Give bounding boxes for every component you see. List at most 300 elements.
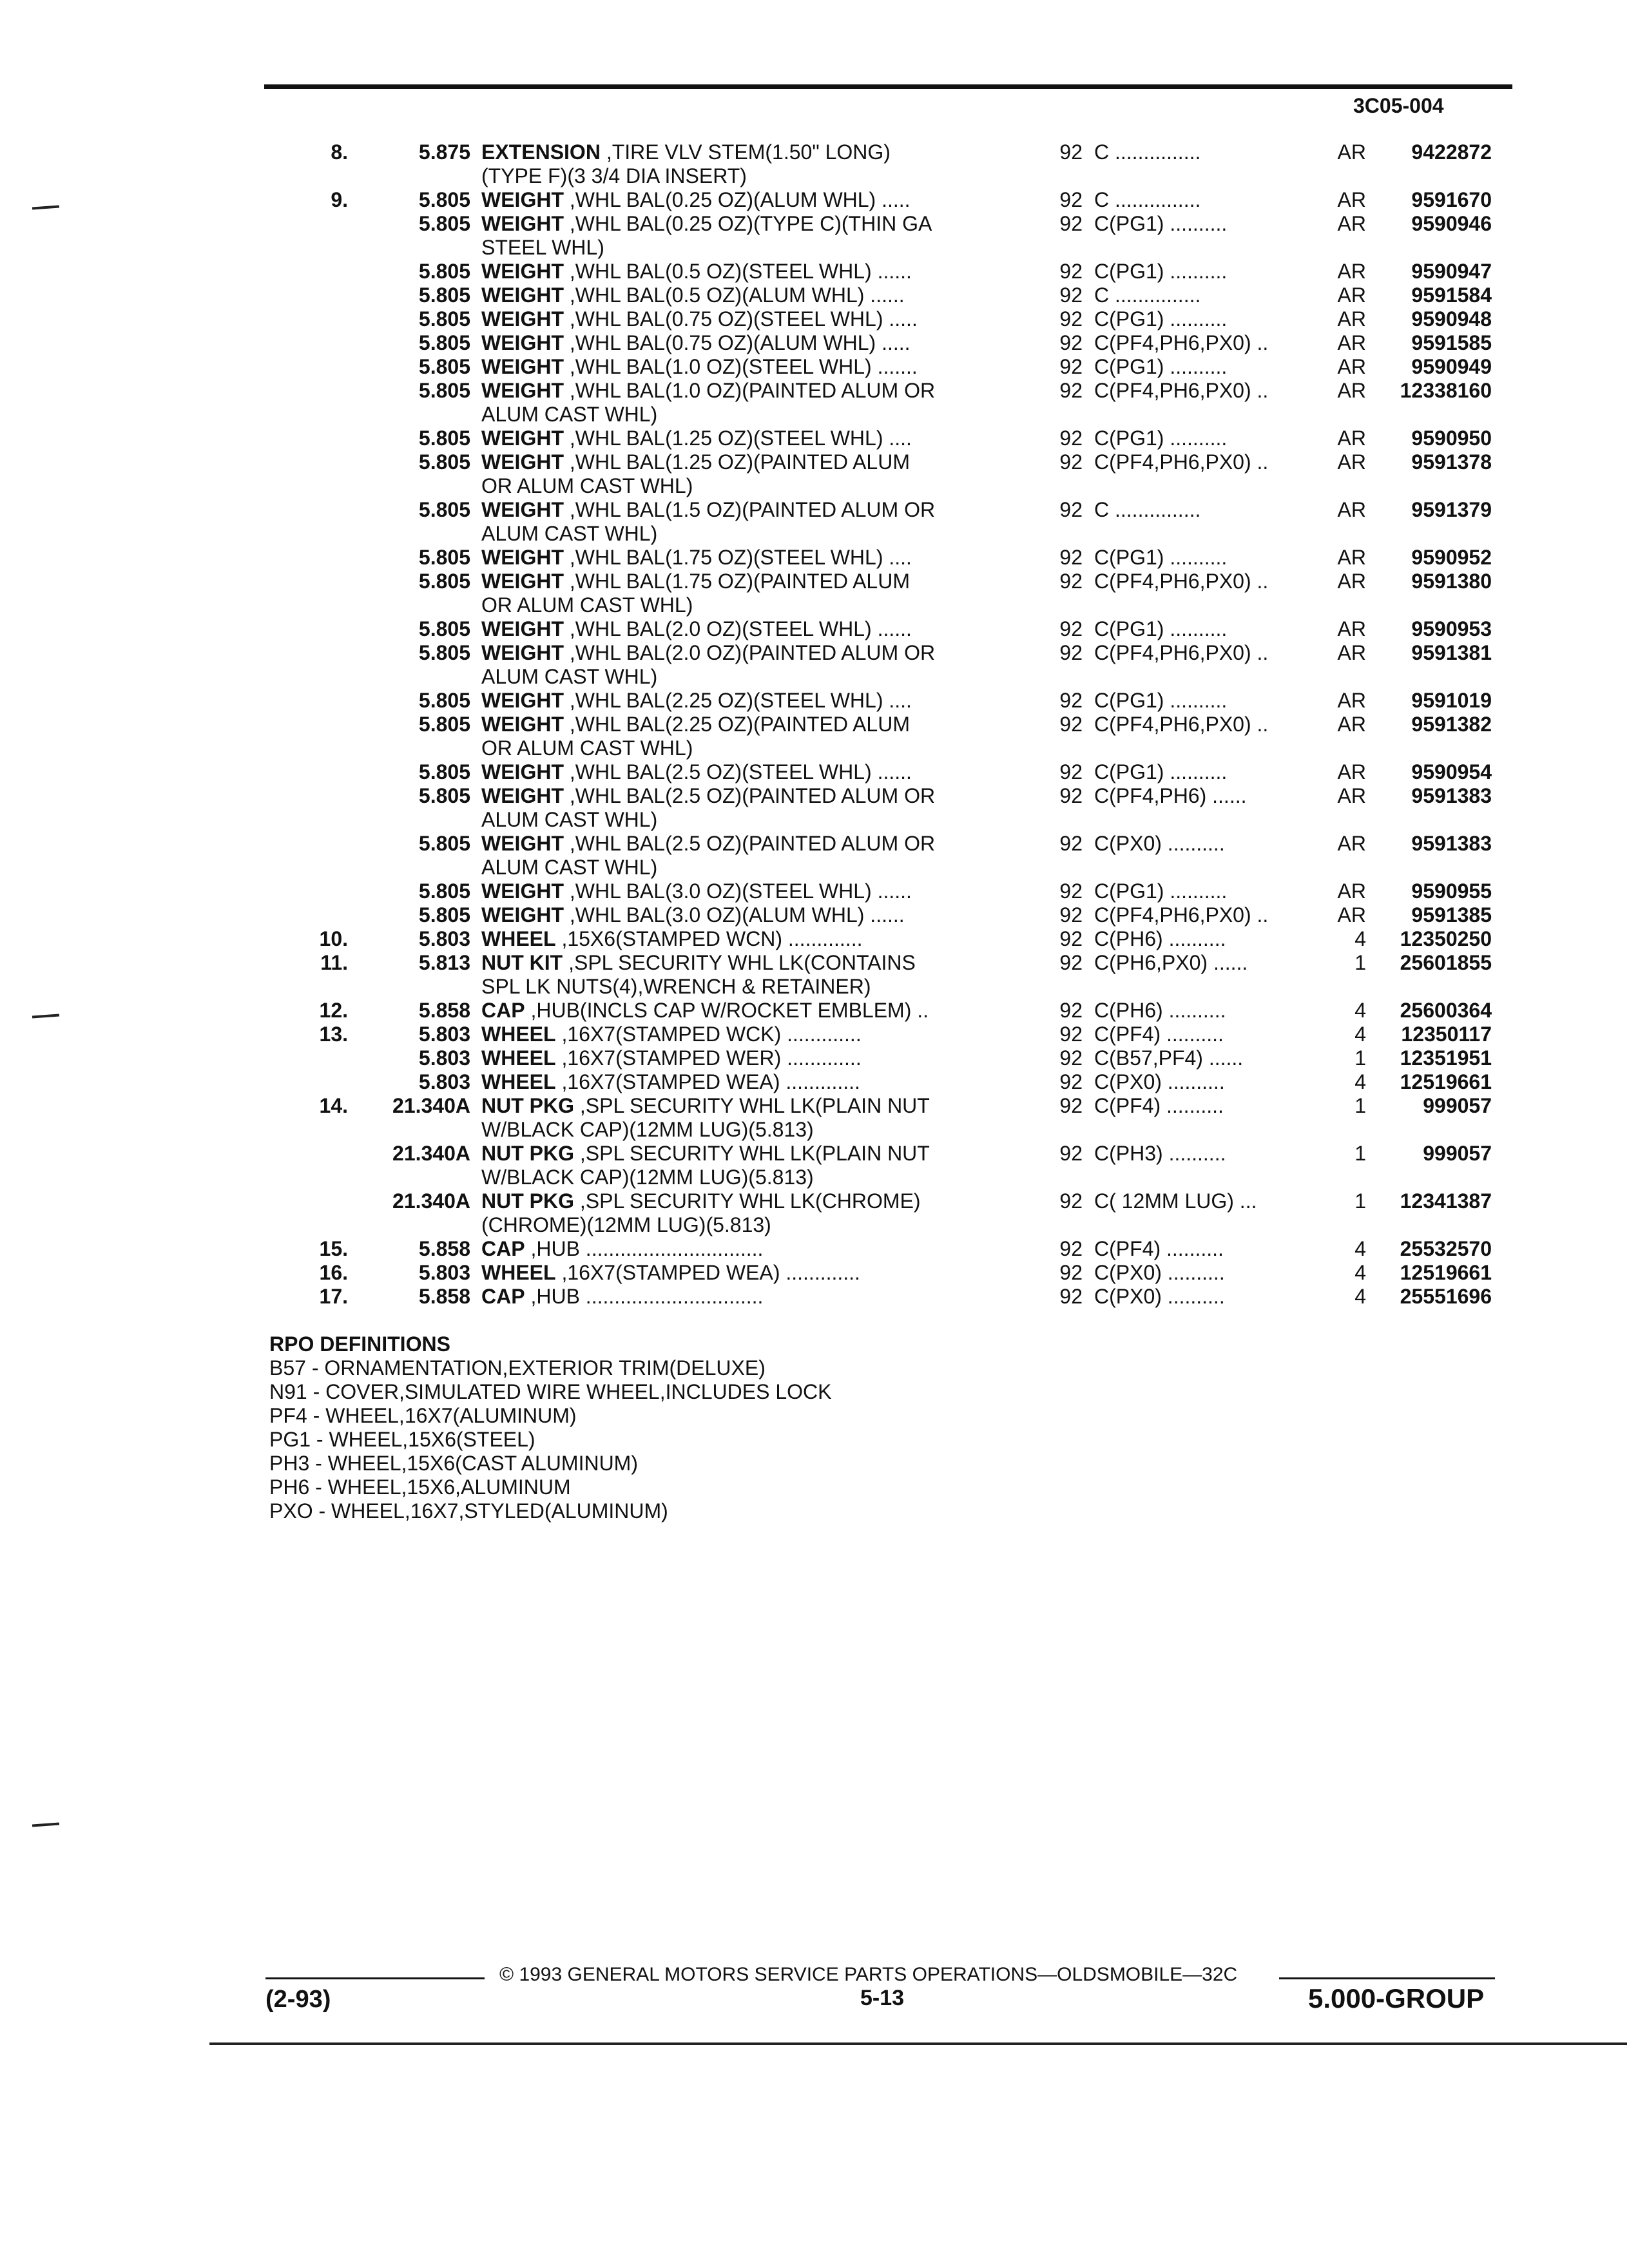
row-figure-ref: 5.805 <box>418 188 470 211</box>
rpo-heading: RPO DEFINITIONS <box>269 1332 450 1356</box>
row-part-name: WEIGHT <box>481 427 564 450</box>
row-description <box>481 498 997 522</box>
row-figure-ref: 5.805 <box>418 760 470 783</box>
row-usage: C(PX0) .......... <box>1094 1285 1225 1308</box>
table-row <box>0 260 1629 284</box>
row-year: 92 <box>1059 498 1083 521</box>
row-usage: C(PF4) .......... <box>1094 1023 1224 1046</box>
row-usage: C(PG1) .......... <box>1094 760 1228 783</box>
table-row <box>0 903 1629 927</box>
row-figure-ref: 5.813 <box>418 951 470 974</box>
row-quantity: AR <box>1337 307 1366 331</box>
row-part-name: WEIGHT <box>481 689 564 712</box>
table-row <box>0 307 1629 331</box>
row-item-number: 10. <box>319 927 348 950</box>
row-figure-ref: 5.805 <box>418 570 470 593</box>
row-part-detail: ,WHL BAL(2.5 OZ)(PAINTED ALUM OR <box>563 832 936 855</box>
table-row <box>0 784 1629 808</box>
row-item-number: 14. <box>319 1094 348 1117</box>
row-description <box>481 570 997 593</box>
row-part-number: 999057 <box>1423 1094 1492 1117</box>
row-description-continuation: W/BLACK CAP)(12MM LUG)(5.813) <box>481 1118 814 1141</box>
table-row <box>0 760 1629 784</box>
row-part-number: 9590955 <box>1411 879 1492 903</box>
row-figure-ref: 5.805 <box>418 498 470 521</box>
table-row <box>0 1189 1629 1213</box>
row-part-detail: ,16X7(STAMPED WEA) ............. <box>555 1261 860 1284</box>
row-part-number: 9590947 <box>1411 260 1492 283</box>
row-part-name: WHEEL <box>481 1261 556 1284</box>
row-quantity: AR <box>1337 760 1366 783</box>
row-quantity: 1 <box>1354 1094 1366 1117</box>
table-row <box>0 188 1629 212</box>
row-figure-ref: 21.340A <box>392 1189 470 1213</box>
row-usage: C(PG1) .......... <box>1094 689 1228 712</box>
row-part-detail: ,WHL BAL(3.0 OZ)(STEEL WHL) ...... <box>563 879 912 903</box>
row-year: 92 <box>1059 784 1083 807</box>
row-usage: C(PX0) .......... <box>1094 832 1225 855</box>
row-usage: C(PF4,PH6) ...... <box>1094 784 1247 807</box>
row-quantity: AR <box>1337 140 1366 164</box>
row-part-detail: ,WHL BAL(1.0 OZ)(PAINTED ALUM OR <box>563 379 936 402</box>
row-description <box>481 927 997 951</box>
table-row <box>0 355 1629 379</box>
row-usage: C(PG1) .......... <box>1094 260 1228 283</box>
row-quantity: AR <box>1337 641 1366 664</box>
row-description <box>481 832 997 856</box>
row-part-number: 25601855 <box>1400 951 1492 974</box>
row-quantity: AR <box>1337 546 1366 569</box>
table-row-continuation <box>0 522 1629 546</box>
row-description-continuation: ALUM CAST WHL) <box>481 665 658 688</box>
table-row <box>0 1023 1629 1046</box>
rpo-item: PH3 - WHEEL,15X6(CAST ALUMINUM) <box>269 1452 638 1475</box>
row-figure-ref: 5.805 <box>418 450 470 474</box>
row-figure-ref: 5.805 <box>418 689 470 712</box>
row-part-number: 12519661 <box>1400 1261 1492 1284</box>
row-usage: C(PG1) .......... <box>1094 427 1228 450</box>
row-year: 92 <box>1059 331 1083 354</box>
row-part-name: WHEEL <box>481 1046 556 1070</box>
table-row-continuation <box>0 474 1629 498</box>
row-usage: C ............... <box>1094 140 1201 164</box>
row-year: 92 <box>1059 260 1083 283</box>
row-item-number: 12. <box>319 999 348 1022</box>
row-usage: C(PH6,PX0) ...... <box>1094 951 1248 974</box>
row-part-number: 12350250 <box>1400 927 1492 950</box>
row-usage: C(PG1) .......... <box>1094 546 1228 569</box>
row-description-continuation: OR ALUM CAST WHL) <box>481 593 693 617</box>
row-year: 92 <box>1059 1142 1083 1165</box>
row-part-detail: ,TIRE VLV STEM(1.50" LONG) <box>600 140 891 164</box>
table-row-continuation <box>0 403 1629 427</box>
row-year: 92 <box>1059 379 1083 402</box>
row-quantity: 1 <box>1354 1142 1366 1165</box>
row-figure-ref: 5.858 <box>418 1237 470 1260</box>
row-year: 92 <box>1059 140 1083 164</box>
row-item-number: 13. <box>319 1023 348 1046</box>
row-description <box>481 427 997 450</box>
row-part-name: WEIGHT <box>481 355 564 378</box>
rpo-item: N91 - COVER,SIMULATED WIRE WHEEL,INCLUDES LOCK <box>269 1380 832 1403</box>
row-part-name: EXTENSION <box>481 140 601 164</box>
row-figure-ref: 5.805 <box>418 832 470 855</box>
row-figure-ref: 5.805 <box>418 427 470 450</box>
row-part-name: NUT KIT <box>481 951 563 974</box>
row-usage: C(PF4) .......... <box>1094 1237 1224 1260</box>
row-part-name: WEIGHT <box>481 450 564 474</box>
row-description <box>481 307 997 331</box>
row-quantity: 1 <box>1354 1046 1366 1070</box>
row-part-number: 9591378 <box>1411 450 1492 474</box>
table-row-continuation <box>0 736 1629 760</box>
row-year: 92 <box>1059 879 1083 903</box>
row-description <box>481 760 997 784</box>
table-row <box>0 570 1629 593</box>
row-description <box>481 951 997 975</box>
table-row <box>0 1046 1629 1070</box>
rpo-definitions <box>269 1332 831 1523</box>
table-row <box>0 450 1629 474</box>
row-item-number: 15. <box>319 1237 348 1260</box>
table-row-continuation <box>0 236 1629 260</box>
row-figure-ref: 5.858 <box>418 999 470 1022</box>
row-description <box>481 331 997 355</box>
row-year: 92 <box>1059 1023 1083 1046</box>
row-part-number: 9590954 <box>1411 760 1492 783</box>
row-quantity: 4 <box>1354 1237 1366 1260</box>
row-figure-ref: 5.803 <box>418 1023 470 1046</box>
row-quantity: 4 <box>1354 1023 1366 1046</box>
row-part-number: 12338160 <box>1400 379 1492 402</box>
row-item-number: 8. <box>331 140 348 164</box>
row-year: 92 <box>1059 1046 1083 1070</box>
parts-table <box>0 140 1629 1309</box>
row-description-continuation: ALUM CAST WHL) <box>481 808 658 831</box>
row-usage: C(PF4,PH6,PX0) .. <box>1094 903 1269 927</box>
row-part-number: 12351951 <box>1400 1046 1492 1070</box>
row-part-name: CAP <box>481 999 525 1022</box>
row-description-continuation: ALUM CAST WHL) <box>481 856 658 879</box>
row-year: 92 <box>1059 951 1083 974</box>
row-part-name: WEIGHT <box>481 903 564 927</box>
row-part-name: WEIGHT <box>481 713 564 736</box>
row-usage: C(PF4,PH6,PX0) .. <box>1094 331 1269 354</box>
row-part-detail: ,HUB ............................... <box>525 1285 764 1308</box>
row-quantity: AR <box>1337 331 1366 354</box>
row-year: 92 <box>1059 903 1083 927</box>
row-part-detail: ,WHL BAL(2.5 OZ)(STEEL WHL) ...... <box>563 760 912 783</box>
row-part-name: WEIGHT <box>481 784 564 807</box>
row-part-number: 9591382 <box>1411 713 1492 736</box>
table-row <box>0 713 1629 736</box>
row-year: 92 <box>1059 570 1083 593</box>
row-part-number: 9591585 <box>1411 331 1492 354</box>
row-part-name: WEIGHT <box>481 570 564 593</box>
table-row-continuation <box>0 593 1629 617</box>
row-part-number: 9591383 <box>1411 784 1492 807</box>
row-part-number: 25600364 <box>1400 999 1492 1022</box>
table-row <box>0 832 1629 856</box>
row-description <box>481 999 997 1023</box>
row-figure-ref: 21.340A <box>392 1094 470 1117</box>
scan-edge-line <box>209 2042 1627 2045</box>
table-row <box>0 951 1629 975</box>
row-part-detail: ,16X7(STAMPED WCK) ............. <box>555 1023 862 1046</box>
row-part-detail: ,SPL SECURITY WHL LK(CONTAINS <box>563 951 916 974</box>
page-id: 3C05-004 <box>1353 94 1444 117</box>
table-row-continuation <box>0 975 1629 999</box>
row-quantity: AR <box>1337 713 1366 736</box>
row-part-name: WEIGHT <box>481 331 564 354</box>
table-row <box>0 1237 1629 1261</box>
row-usage: C(PX0) .......... <box>1094 1261 1225 1284</box>
row-description <box>481 260 997 284</box>
row-figure-ref: 5.805 <box>418 331 470 354</box>
row-figure-ref: 5.805 <box>418 284 470 307</box>
table-row-continuation <box>0 856 1629 879</box>
row-description <box>481 641 997 665</box>
row-year: 92 <box>1059 188 1083 211</box>
row-part-name: NUT PKG <box>481 1189 574 1213</box>
row-part-number: 9591381 <box>1411 641 1492 664</box>
row-part-detail: ,HUB ............................... <box>525 1237 764 1260</box>
rpo-item: PH6 - WHEEL,15X6,ALUMINUM <box>269 1475 571 1499</box>
row-description <box>481 1142 997 1166</box>
row-item-number: 16. <box>319 1261 348 1284</box>
row-year: 92 <box>1059 427 1083 450</box>
row-quantity: AR <box>1337 832 1366 855</box>
row-figure-ref: 5.805 <box>418 784 470 807</box>
row-usage: C(PF4) .......... <box>1094 1094 1224 1117</box>
row-usage: C(PG1) .......... <box>1094 307 1228 331</box>
row-quantity: AR <box>1337 284 1366 307</box>
row-part-name: WHEEL <box>481 1023 556 1046</box>
row-quantity: AR <box>1337 617 1366 640</box>
row-description <box>481 1070 997 1094</box>
row-item-number: 11. <box>320 951 348 974</box>
row-part-detail: ,WHL BAL(0.5 OZ)(STEEL WHL) ...... <box>563 260 912 283</box>
row-year: 92 <box>1059 832 1083 855</box>
row-part-number: 9591383 <box>1411 832 1492 855</box>
row-quantity: AR <box>1337 879 1366 903</box>
table-row <box>0 1261 1629 1285</box>
row-description <box>481 546 997 570</box>
row-usage: C(PF4,PH6,PX0) .. <box>1094 379 1269 402</box>
row-figure-ref: 5.803 <box>418 927 470 950</box>
row-part-name: WEIGHT <box>481 546 564 569</box>
row-description-continuation: (CHROME)(12MM LUG)(5.813) <box>481 1213 771 1236</box>
row-description <box>481 689 997 713</box>
row-usage: C(PG1) .......... <box>1094 212 1228 235</box>
row-figure-ref: 5.805 <box>418 713 470 736</box>
row-quantity: AR <box>1337 570 1366 593</box>
row-quantity: AR <box>1337 379 1366 402</box>
rpo-item: B57 - ORNAMENTATION,EXTERIOR TRIM(DELUXE) <box>269 1356 766 1379</box>
row-part-number: 12519661 <box>1400 1070 1492 1093</box>
row-description <box>481 140 997 164</box>
table-row <box>0 1094 1629 1118</box>
row-part-number: 9591380 <box>1411 570 1492 593</box>
row-quantity: AR <box>1337 903 1366 927</box>
row-part-name: WEIGHT <box>481 617 564 640</box>
row-part-detail: ,WHL BAL(1.25 OZ)(STEEL WHL) .... <box>563 427 912 450</box>
row-usage: C( 12MM LUG) ... <box>1094 1189 1257 1213</box>
row-quantity: 1 <box>1354 951 1366 974</box>
row-description-continuation: OR ALUM CAST WHL) <box>481 474 693 497</box>
row-part-number: 9590950 <box>1411 427 1492 450</box>
row-part-detail: ,WHL BAL(2.25 OZ)(PAINTED ALUM <box>563 713 910 736</box>
row-figure-ref: 5.858 <box>418 1285 470 1308</box>
row-figure-ref: 5.805 <box>418 903 470 927</box>
row-description-continuation: OR ALUM CAST WHL) <box>481 736 693 760</box>
row-quantity: 4 <box>1354 1285 1366 1308</box>
footer-group: 5.000-GROUP <box>1308 1983 1485 2013</box>
table-row <box>0 689 1629 713</box>
row-description-continuation: SPL LK NUTS(4),WRENCH & RETAINER) <box>481 975 871 998</box>
row-part-name: WEIGHT <box>481 379 564 402</box>
row-part-detail: ,16X7(STAMPED WER) ............. <box>555 1046 862 1070</box>
rpo-item: PG1 - WHEEL,15X6(STEEL) <box>269 1428 535 1451</box>
row-part-detail: ,15X6(STAMPED WCN) ............. <box>555 927 863 950</box>
table-row <box>0 1285 1629 1309</box>
row-part-number: 9591584 <box>1411 284 1492 307</box>
row-usage: C(B57,PF4) ...... <box>1094 1046 1244 1070</box>
row-part-name: WHEEL <box>481 1070 556 1093</box>
row-figure-ref: 5.805 <box>418 546 470 569</box>
row-part-detail: ,WHL BAL(2.5 OZ)(PAINTED ALUM OR <box>563 784 936 807</box>
row-quantity: AR <box>1337 427 1366 450</box>
row-description-continuation: W/BLACK CAP)(12MM LUG)(5.813) <box>481 1166 814 1189</box>
row-figure-ref: 5.875 <box>418 140 470 164</box>
row-part-number: 25551696 <box>1400 1285 1492 1308</box>
row-part-number: 9591670 <box>1411 188 1492 211</box>
row-description <box>481 1285 997 1309</box>
rpo-item: PF4 - WHEEL,16X7(ALUMINUM) <box>269 1404 577 1427</box>
row-part-number: 9591385 <box>1411 903 1492 927</box>
row-usage: C(PF4,PH6,PX0) .. <box>1094 570 1269 593</box>
row-year: 92 <box>1059 760 1083 783</box>
row-year: 92 <box>1059 546 1083 569</box>
row-part-number: 12350117 <box>1401 1023 1492 1046</box>
rpo-item: PXO - WHEEL,16X7,STYLED(ALUMINUM) <box>269 1499 668 1523</box>
row-part-detail: ,16X7(STAMPED WEA) ............. <box>555 1070 860 1093</box>
row-part-detail: ,WHL BAL(1.75 OZ)(PAINTED ALUM <box>563 570 910 593</box>
table-row <box>0 379 1629 403</box>
row-description <box>481 1023 997 1046</box>
row-year: 92 <box>1059 927 1083 950</box>
row-quantity: 4 <box>1354 927 1366 950</box>
row-quantity: AR <box>1337 450 1366 474</box>
row-year: 92 <box>1059 713 1083 736</box>
row-figure-ref: 5.803 <box>418 1070 470 1093</box>
row-part-detail: ,WHL BAL(0.25 OZ)(ALUM WHL) ..... <box>563 188 911 211</box>
row-quantity: AR <box>1337 355 1366 378</box>
row-usage: C(PH6) .......... <box>1094 927 1226 950</box>
row-quantity: AR <box>1337 188 1366 211</box>
row-year: 92 <box>1059 617 1083 640</box>
row-description <box>481 1237 997 1261</box>
table-row-continuation <box>0 665 1629 689</box>
row-description <box>481 355 997 379</box>
row-part-detail: ,WHL BAL(2.0 OZ)(STEEL WHL) ...... <box>563 617 912 640</box>
row-part-detail: ,SPL SECURITY WHL LK(CHROME) <box>574 1189 921 1213</box>
row-usage: C ............... <box>1094 284 1201 307</box>
table-row-continuation <box>0 1118 1629 1142</box>
row-part-name: WEIGHT <box>481 641 564 664</box>
row-usage: C(PF4,PH6,PX0) .. <box>1094 713 1269 736</box>
row-year: 92 <box>1059 307 1083 331</box>
row-part-detail: ,HUB(INCLS CAP W/ROCKET EMBLEM) .. <box>525 999 929 1022</box>
row-quantity: 4 <box>1354 1261 1366 1284</box>
table-row-continuation <box>0 164 1629 188</box>
row-part-name: WEIGHT <box>481 760 564 783</box>
row-description-continuation: ALUM CAST WHL) <box>481 522 658 545</box>
row-item-number: 9. <box>331 188 348 211</box>
row-quantity: 4 <box>1354 999 1366 1022</box>
row-description <box>481 713 997 736</box>
footer-rule-right <box>1279 1977 1495 1979</box>
row-usage: C(PG1) .......... <box>1094 355 1228 378</box>
row-description <box>481 617 997 641</box>
row-part-detail: ,WHL BAL(2.0 OZ)(PAINTED ALUM OR <box>563 641 936 664</box>
row-part-name: WHEEL <box>481 927 556 950</box>
table-row <box>0 427 1629 450</box>
table-row <box>0 498 1629 522</box>
row-part-number: 12341387 <box>1400 1189 1492 1213</box>
row-part-name: WEIGHT <box>481 212 564 235</box>
row-description-continuation: STEEL WHL) <box>481 236 604 259</box>
table-row <box>0 641 1629 665</box>
row-year: 92 <box>1059 1189 1083 1213</box>
row-figure-ref: 5.805 <box>418 641 470 664</box>
copyright-text: © 1993 GENERAL MOTORS SERVICE PARTS OPERATIONS—OLDSMOBILE—32C <box>499 1964 1238 1985</box>
row-figure-ref: 5.805 <box>418 879 470 903</box>
row-description <box>481 212 997 236</box>
row-description <box>481 1261 997 1285</box>
table-row <box>0 140 1629 164</box>
row-year: 92 <box>1059 1094 1083 1117</box>
table-row-continuation <box>0 1166 1629 1189</box>
row-quantity: AR <box>1337 212 1366 235</box>
row-figure-ref: 5.803 <box>418 1261 470 1284</box>
row-part-detail: ,WHL BAL(0.75 OZ)(STEEL WHL) ..... <box>563 307 918 331</box>
row-year: 92 <box>1059 1285 1083 1308</box>
row-figure-ref: 5.805 <box>418 379 470 402</box>
table-row-continuation <box>0 1213 1629 1237</box>
row-usage: C(PG1) .......... <box>1094 879 1228 903</box>
row-part-name: WEIGHT <box>481 284 564 307</box>
row-part-number: 9591019 <box>1411 689 1492 712</box>
table-row <box>0 879 1629 903</box>
table-row <box>0 284 1629 307</box>
row-quantity: AR <box>1337 784 1366 807</box>
row-quantity: AR <box>1337 689 1366 712</box>
row-description <box>481 1046 997 1070</box>
row-figure-ref: 5.805 <box>418 260 470 283</box>
row-part-name: WEIGHT <box>481 498 564 521</box>
table-row <box>0 1142 1629 1166</box>
table-row <box>0 1070 1629 1094</box>
row-usage: C ............... <box>1094 188 1201 211</box>
row-usage: C(PH3) .......... <box>1094 1142 1226 1165</box>
row-description <box>481 1189 997 1213</box>
row-usage: C(PF4,PH6,PX0) .. <box>1094 450 1269 474</box>
row-usage: C(PX0) .......... <box>1094 1070 1225 1093</box>
row-quantity: 1 <box>1354 1189 1366 1213</box>
row-part-name: NUT PKG <box>481 1142 574 1165</box>
row-part-name: NUT PKG <box>481 1094 574 1117</box>
